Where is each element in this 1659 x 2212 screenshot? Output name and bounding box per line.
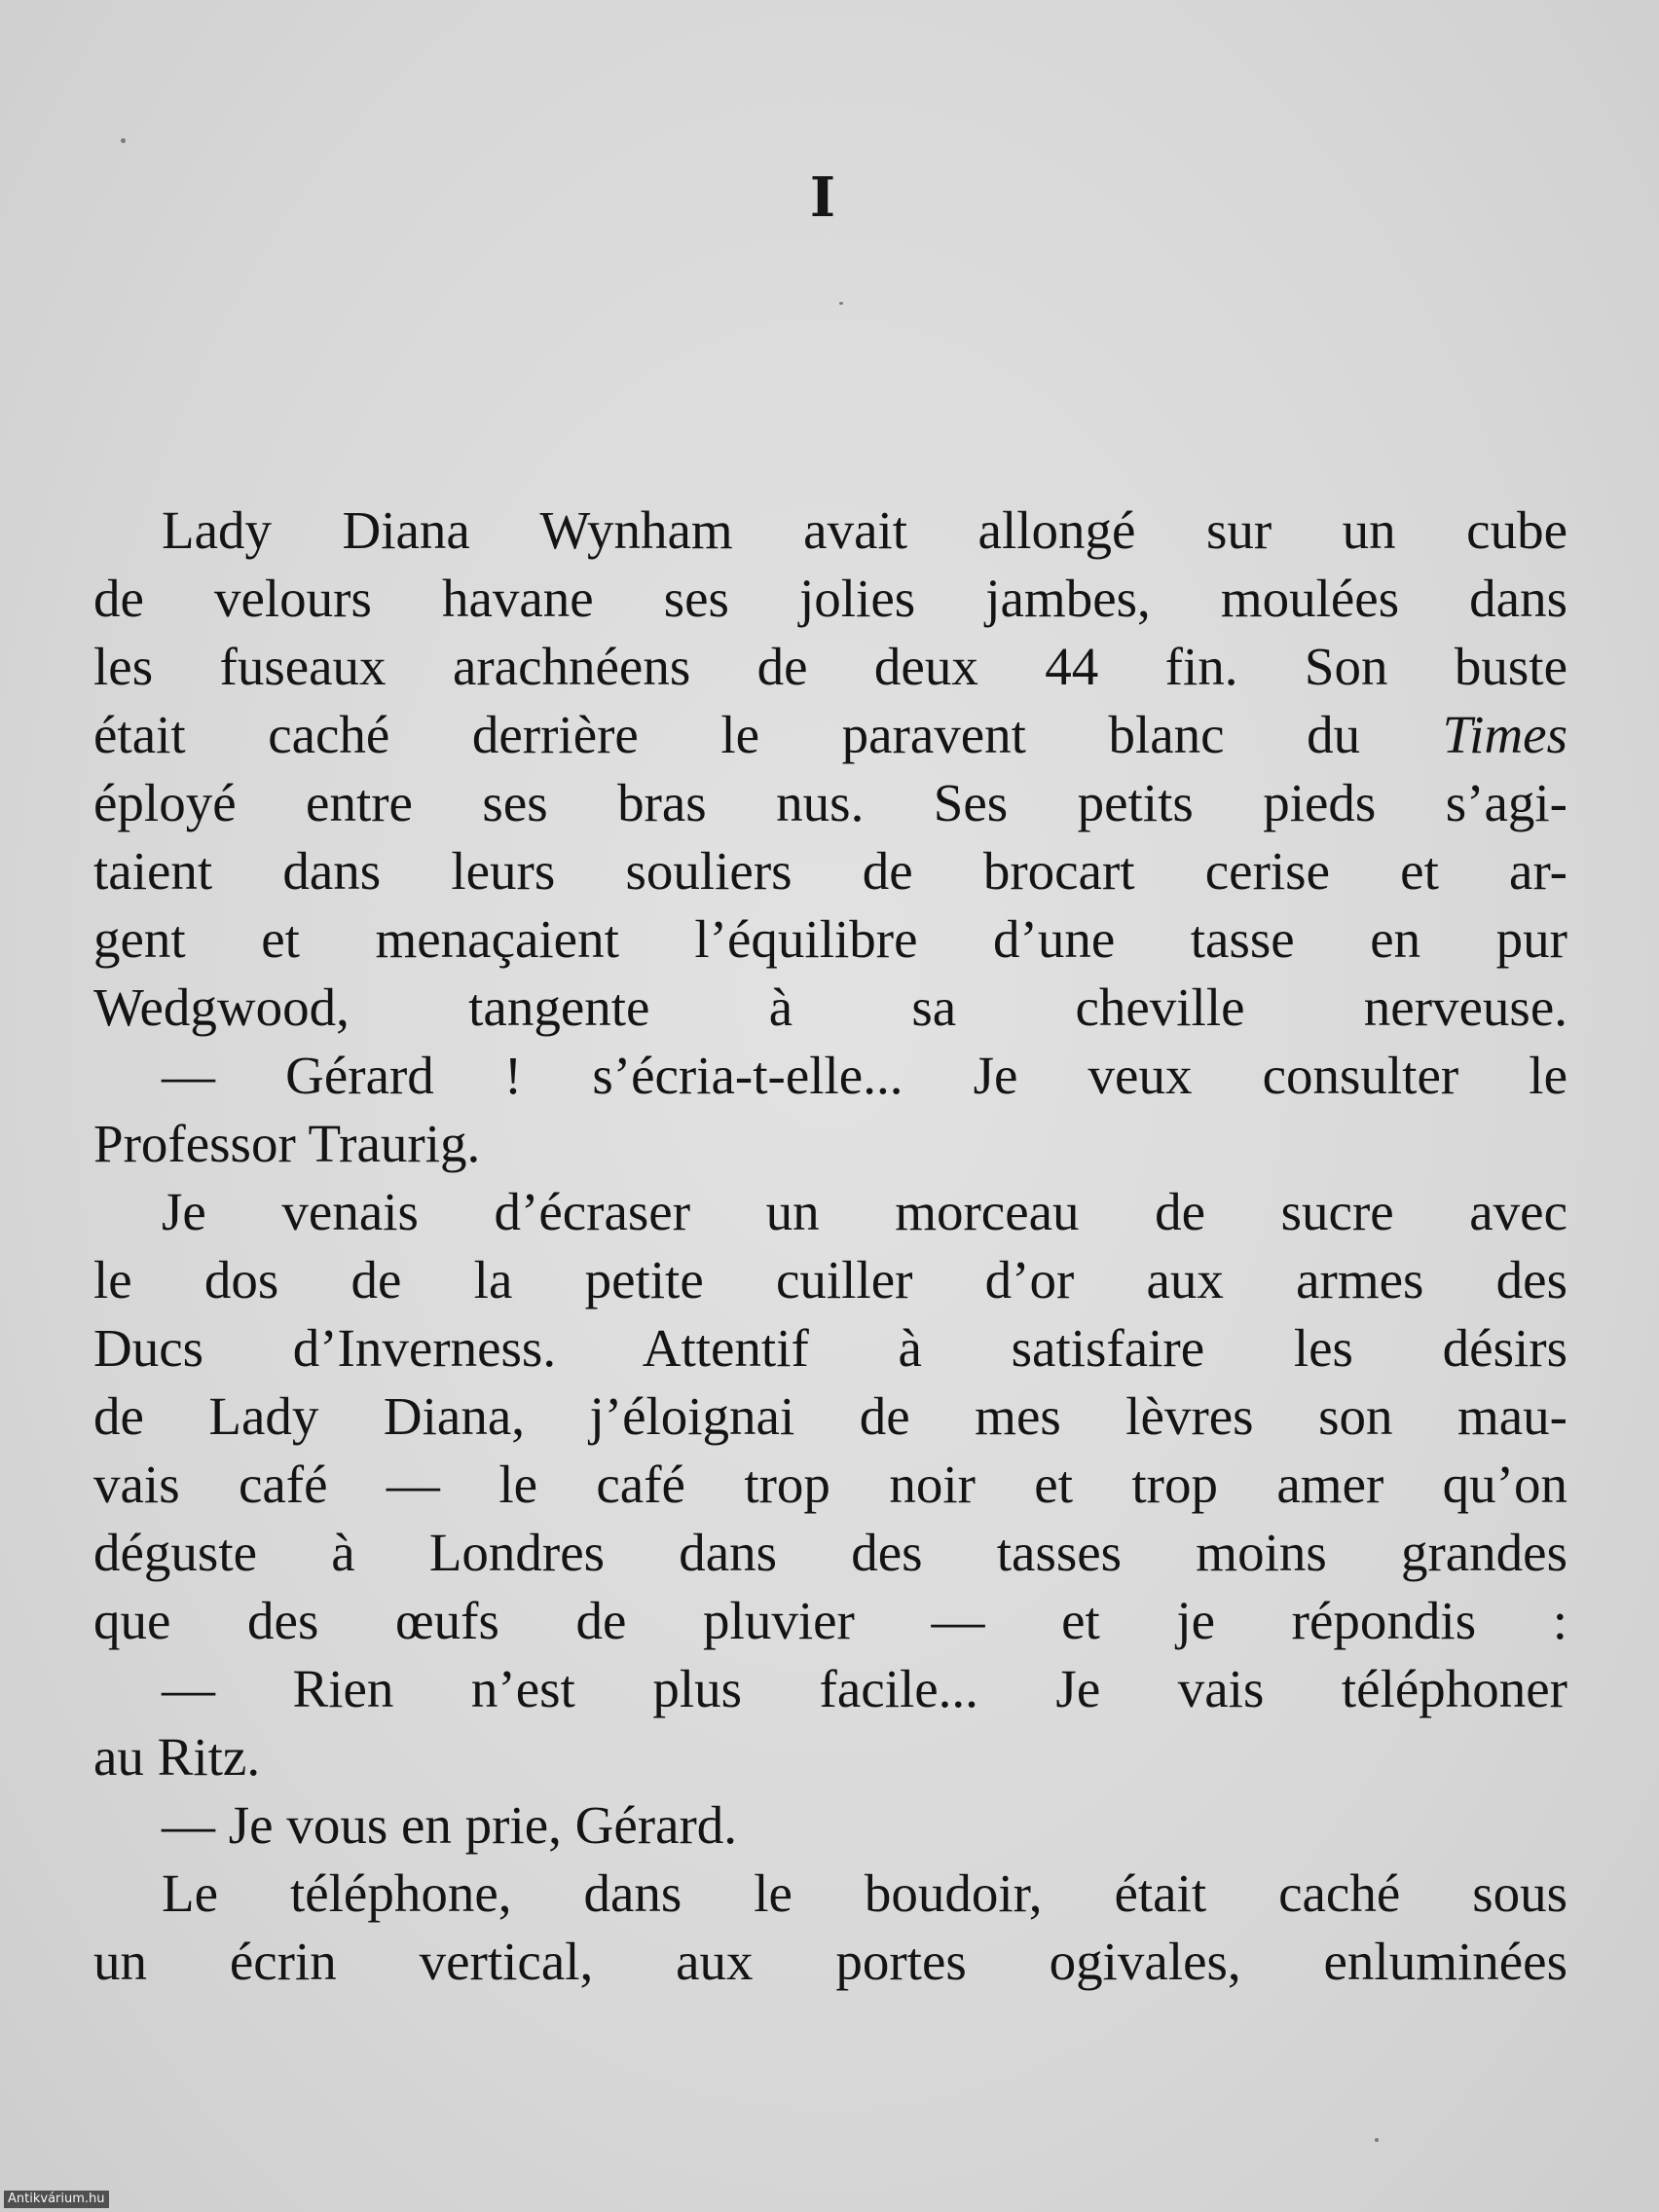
chapter-heading: I [809,166,836,230]
print-speck [1375,2138,1379,2142]
text-line: taient dans leurs souliers de brocart cerise et ar- [93,841,1567,901]
text-line: éployé entre ses bras nus. Ses petits pieds s’agi- [93,773,1567,832]
text-line-start: était caché derrière le paravent blanc du [93,705,1443,764]
newspaper-title: Times [1442,705,1567,764]
text-line: un écrin vertical, aux portes ogivales, enluminées [93,1932,1567,1991]
text-line: Wedgwood, tangente à sa cheville nerveuse. [93,977,1567,1037]
text-line [93,701,1567,769]
text-line: Je venais d’écraser un morceau de sucre avec [162,1182,1567,1241]
text-line: le dos de la petite cuiller d’or aux armes des [93,1250,1567,1309]
text-line: vais café — le café trop noir et trop amer qu’on [93,1455,1567,1514]
text-line: au Ritz. [93,1727,261,1787]
watermark-label: Antikvárium.hu [4,2191,109,2208]
text-line: que des œufs de pluvier — et je répondis : [93,1591,1567,1650]
text-line: déguste à Londres dans des tasses moins grandes [93,1523,1567,1582]
text-line: de Lady Diana, j’éloignai de mes lèvres son mau- [93,1386,1567,1446]
print-speck [839,302,843,305]
print-speck [121,138,126,143]
text-line: — Gérard ! s’écria-t-elle... Je veux consulter le [162,1046,1567,1105]
text-line: Professor Traurig. [93,1114,481,1173]
text-line: les fuseaux arachnéens de deux 44 fin. Son buste [93,637,1567,696]
text-line: Lady Diana Wynham avait allongé sur un cube [162,500,1567,560]
text-line: — Rien n’est plus facile... Je vais téléphoner [162,1659,1567,1718]
body-text [93,497,1567,1996]
text-line: Ducs d’Inverness. Attentif à satisfaire les désirs [93,1318,1567,1378]
text-line: Le téléphone, dans le boudoir, était caché sous [162,1863,1567,1923]
text-line: — Je vous en prie, Gérard. [162,1795,738,1855]
text-line: de velours havane ses jolies jambes, moulées dans [93,569,1567,628]
text-line: gent et menaçaient l’équilibre d’une tasse en pur [93,909,1567,969]
